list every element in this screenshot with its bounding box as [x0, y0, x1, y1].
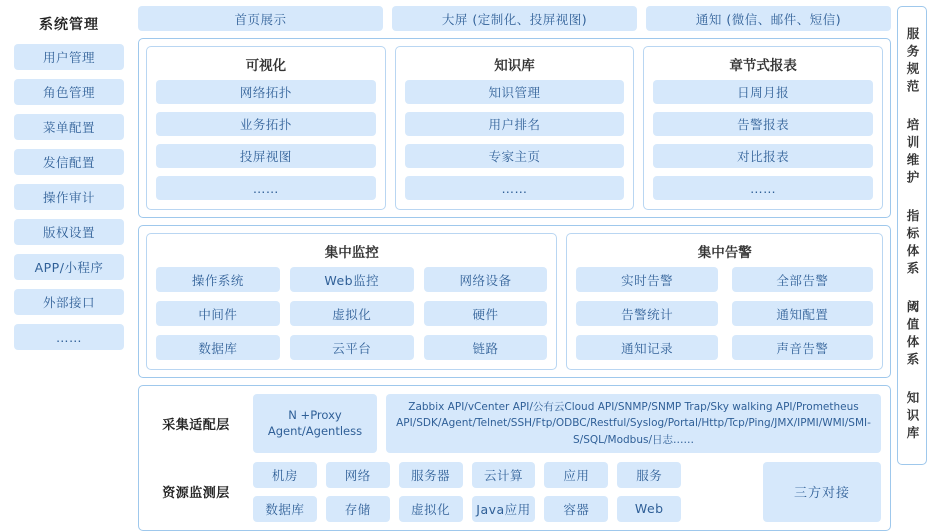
- sidebar-item-user-management[interactable]: 用户管理: [14, 44, 124, 70]
- rail-item-knowledge-base: 知识库: [905, 391, 920, 444]
- sidebar-item-copyright-settings[interactable]: 版权设置: [14, 219, 124, 245]
- adapter-layer-label: 采集适配层: [162, 417, 230, 433]
- main-content: [138, 6, 891, 517]
- item-comparison-report[interactable]: 对比报表: [653, 144, 873, 168]
- sidebar-item-operation-audit[interactable]: 操作审计: [14, 184, 124, 210]
- sidebar-item-role-management[interactable]: 角色管理: [14, 79, 124, 105]
- sidebar-title: 系统管理: [39, 17, 99, 33]
- item-visualization-more[interactable]: ……: [156, 176, 376, 200]
- item-virtualization[interactable]: 虚拟化: [290, 301, 414, 326]
- card-centralized-monitoring-items: [156, 267, 547, 360]
- item-screen-view[interactable]: 投屏视图: [156, 144, 376, 168]
- card-chapter-report-items: [653, 80, 873, 200]
- rail-item-training-maintenance: 培训维护: [905, 118, 920, 189]
- resource-container[interactable]: 容器: [544, 496, 608, 522]
- api-protocol-box: Zabbix API/vCenter API/公有云Cloud API/SNMP/SNMP Trap/Sky walking API/Prometheus API/SDK/Agent/Telnet/SSH/Ftp/ODBC/Restful/Syslog/Portal/Http/Tcp/Ping/JMX/IPMI/WMI/SMI-S/SQL/Modbus/日志……: [386, 394, 881, 453]
- card-chapter-report: [643, 46, 883, 210]
- item-expert-homepage[interactable]: 专家主页: [405, 144, 625, 168]
- card-centralized-alarm: [566, 233, 883, 370]
- card-visualization: [146, 46, 386, 210]
- proxy-agent-box[interactable]: [253, 394, 377, 453]
- rail-item-service-standard: 服务规范: [905, 27, 920, 98]
- card-visualization-title: 可视化: [245, 58, 287, 74]
- resource-cloud-computing[interactable]: 云计算: [472, 462, 536, 488]
- resource-server[interactable]: 服务器: [399, 462, 463, 488]
- sidebar-item-more[interactable]: ……: [14, 324, 124, 350]
- item-alarm-report[interactable]: 告警报表: [653, 112, 873, 136]
- item-daily-weekly-monthly-report[interactable]: 日周月报: [653, 80, 873, 104]
- card-centralized-alarm-items: [576, 267, 873, 360]
- rail-item-threshold-system: 阈值体系: [905, 300, 920, 371]
- item-operating-system[interactable]: 操作系统: [156, 267, 280, 292]
- item-hardware[interactable]: 硬件: [424, 301, 548, 326]
- rail-item-indicator-system: 指标体系: [905, 209, 920, 280]
- card-centralized-alarm-title: 集中告警: [697, 245, 752, 261]
- sidebar-item-app-miniprogram[interactable]: APP/小程序: [14, 254, 124, 280]
- item-report-more[interactable]: ……: [653, 176, 873, 200]
- item-network-topology[interactable]: 网络拓扑: [156, 80, 376, 104]
- resource-layer-label: 资源监测层: [162, 486, 230, 502]
- item-user-ranking[interactable]: 用户排名: [405, 112, 625, 136]
- card-knowledge-base-items: [405, 80, 625, 200]
- sidebar-item-list: [6, 44, 132, 350]
- resource-service[interactable]: 服务: [617, 462, 681, 488]
- top-tab-bar: [138, 6, 891, 31]
- item-cloud-platform[interactable]: 云平台: [290, 335, 414, 360]
- resource-web[interactable]: Web: [617, 496, 681, 522]
- resource-application[interactable]: 应用: [544, 462, 608, 488]
- item-link[interactable]: 链路: [424, 335, 548, 360]
- card-centralized-monitoring-title: 集中监控: [324, 245, 379, 261]
- resource-java-application[interactable]: Java应用: [472, 496, 536, 522]
- tab-notification[interactable]: 通知 (微信、邮件、短信): [646, 6, 891, 31]
- card-centralized-monitoring: [146, 233, 557, 370]
- sidebar-item-external-interface[interactable]: 外部接口: [14, 289, 124, 315]
- item-notification-config[interactable]: 通知配置: [732, 301, 873, 326]
- third-party-integration-box[interactable]: 三方对接: [763, 462, 881, 522]
- resource-database[interactable]: 数据库: [253, 496, 317, 522]
- item-realtime-alarm[interactable]: 实时告警: [576, 267, 717, 292]
- tab-homepage[interactable]: 首页展示: [138, 6, 383, 31]
- item-network-device[interactable]: 网络设备: [424, 267, 548, 292]
- item-knowledge-management[interactable]: 知识管理: [405, 80, 625, 104]
- item-knowledge-more[interactable]: ……: [405, 176, 625, 200]
- item-middleware[interactable]: 中间件: [156, 301, 280, 326]
- card-chapter-report-title: 章节式报表: [729, 58, 797, 74]
- card-visualization-items: [156, 80, 376, 200]
- tab-large-screen[interactable]: 大屏 (定制化、投屏视图): [392, 6, 637, 31]
- resource-virtualization[interactable]: 虚拟化: [399, 496, 463, 522]
- card-knowledge-base-title: 知识库: [494, 58, 535, 74]
- item-alarm-statistics[interactable]: 告警统计: [576, 301, 717, 326]
- resource-computer-room[interactable]: 机房: [253, 462, 317, 488]
- item-sound-alarm[interactable]: 声音告警: [732, 335, 873, 360]
- item-web-monitoring[interactable]: Web监控: [290, 267, 414, 292]
- right-rail: [897, 6, 927, 465]
- monitoring-layer-panel: [138, 225, 891, 378]
- item-database[interactable]: 数据库: [156, 335, 280, 360]
- sidebar-item-menu-config[interactable]: 菜单配置: [14, 114, 124, 140]
- resource-grid: [253, 462, 754, 522]
- adapter-row: [148, 394, 881, 453]
- card-knowledge-base: [395, 46, 635, 210]
- resource-storage[interactable]: 存储: [326, 496, 390, 522]
- item-all-alarm[interactable]: 全部告警: [732, 267, 873, 292]
- proxy-line-1: N +Proxy: [288, 407, 342, 422]
- proxy-line-2: Agent/Agentless: [267, 424, 363, 439]
- resource-row: [148, 462, 881, 522]
- item-notification-record[interactable]: 通知记录: [576, 335, 717, 360]
- item-business-topology[interactable]: 业务拓扑: [156, 112, 376, 136]
- application-layer-panel: [138, 38, 891, 218]
- sidebar-item-mail-config[interactable]: 发信配置: [14, 149, 124, 175]
- collection-resource-panel: [138, 385, 891, 531]
- resource-network[interactable]: 网络: [326, 462, 390, 488]
- sidebar: [6, 6, 132, 465]
